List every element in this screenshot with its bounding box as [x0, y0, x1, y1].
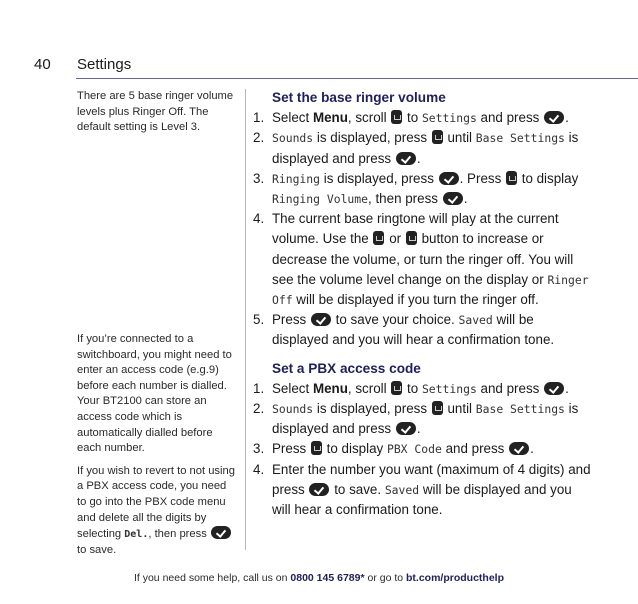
column-divider [245, 89, 246, 550]
ok-check-icon [509, 442, 529, 455]
helpline-number: 0800 145 6789* [290, 572, 365, 584]
step-text: to display [518, 170, 579, 186]
step-text: and press [476, 380, 544, 396]
step-number: 4. [253, 211, 265, 227]
step-text: and press [441, 441, 509, 457]
step-text: Select [272, 380, 313, 396]
step-text: and press [476, 110, 544, 126]
step-text: will be displayed and you will hear a confirmation tone. [272, 481, 572, 518]
display-text: Ringing [272, 171, 321, 186]
main-content [253, 88, 593, 520]
ok-check-icon [396, 152, 416, 165]
footer-text: or go to [364, 572, 407, 584]
step-text: . [565, 380, 569, 396]
display-text: Ringing Volume [272, 192, 369, 207]
step-number: 5. [253, 312, 265, 328]
heading-pbx-code: Set a PBX access code [272, 360, 421, 376]
step-text: , then press [368, 191, 442, 207]
step [253, 310, 593, 350]
step-text: will be displayed and you will hear a confirmation tone. [272, 312, 555, 348]
scroll-button-icon [391, 381, 402, 395]
step-text: Press [272, 441, 310, 457]
ok-check-icon [311, 313, 331, 326]
note-text: If you’re connected to a switchboard, you might need to enter an access code (e.g.9) before each number is dialled. Your BT2100 can store an access code which is automatically dialled before each number. [77, 333, 232, 455]
note-part: , then press [148, 528, 210, 541]
step-text: until [443, 401, 476, 417]
display-text: Base Settings [475, 131, 565, 146]
step-number: 2. [253, 401, 265, 417]
step-number: 3. [253, 170, 265, 186]
menu-label: Menu [312, 380, 348, 396]
step-text: , scroll [347, 110, 391, 126]
note-text: There are 5 base ringer volume levels plus Ringer Off. The default setting is Level 3. [77, 90, 234, 134]
page-footer [0, 572, 638, 584]
step-number: 1. [253, 380, 265, 396]
step [253, 439, 593, 459]
step-text: to display [322, 441, 387, 457]
note-part: If you wish to revert to not using a PBX access code, you need to go into the PBX code menu and delete all the digits by selecting [77, 464, 235, 541]
step-text: Select [272, 110, 313, 126]
step [253, 169, 593, 209]
step-text: will be displayed if you turn the ringer off. [292, 292, 539, 308]
display-text: Settings [421, 111, 477, 126]
display-text: PBX Code [386, 442, 442, 457]
scroll-up-button-icon [373, 231, 384, 245]
display-text: Sounds [272, 131, 314, 146]
step-text: until [443, 130, 476, 146]
step-number: 2. [253, 130, 265, 146]
step-text: to [403, 110, 422, 126]
display-text: Saved [458, 313, 493, 328]
step-text: Enter the number you want (maximum of 4 digits) and press [272, 461, 591, 497]
step-text: . Press [459, 170, 505, 186]
scroll-button-icon [391, 110, 402, 124]
del-softkey: Del. [124, 529, 149, 541]
step [253, 108, 593, 128]
help-url: bt.com/producthelp [406, 572, 505, 584]
step [253, 209, 593, 310]
step-text: button to increase or decrease the volume, or turn the ringer off. You will see the volume level change on the display or [272, 231, 574, 287]
step [253, 399, 593, 439]
display-text: Ringer Off [272, 272, 589, 308]
step-text: is displayed, press [313, 401, 431, 417]
step-number: 4. [253, 461, 265, 477]
display-text: Base Settings [475, 402, 565, 417]
steps-pbx-code [253, 379, 593, 520]
step [253, 128, 593, 168]
note-part: to save. [77, 543, 117, 556]
step-text: , scroll [347, 380, 391, 396]
sidebar-note-ringer [77, 89, 235, 143]
section-title: Settings [77, 56, 132, 73]
scroll-button-icon [506, 171, 517, 185]
step-text: is displayed, press [320, 170, 438, 186]
step-text: . [416, 421, 421, 437]
step-text: or [385, 231, 405, 247]
step [253, 379, 593, 399]
step-text: to save. [330, 481, 385, 497]
step-text: to save your choice. [331, 312, 459, 328]
step-text: . [565, 110, 569, 126]
ok-check-icon [544, 382, 564, 395]
menu-label: Menu [312, 110, 348, 126]
scroll-button-icon [432, 401, 443, 415]
display-text: Settings [421, 381, 477, 396]
step-text: is displayed, press [313, 130, 431, 146]
step-text: The current base ringtone will play at the current volume. Use the [272, 211, 559, 247]
step-text: . [463, 191, 468, 207]
step-text: to [403, 380, 422, 396]
note-text [77, 464, 235, 559]
step-text: is displayed and press [272, 130, 579, 166]
footer-text: If you need some help, call us on [133, 572, 291, 584]
ok-check-icon [396, 422, 416, 435]
heading-ringer-volume: Set the base ringer volume [272, 90, 446, 105]
ok-check-icon [544, 111, 564, 124]
ok-check-icon [443, 192, 463, 205]
step-text: is displayed and press [272, 401, 579, 437]
ok-check-icon [439, 172, 459, 185]
scroll-button-icon [311, 441, 322, 455]
sidebar-note-pbx [77, 332, 235, 565]
scroll-button-icon [432, 130, 443, 144]
display-text: Sounds [272, 402, 314, 417]
scroll-down-button-icon [406, 231, 417, 245]
steps-ringer-volume [253, 108, 593, 350]
display-text: Saved [384, 482, 420, 497]
page-number: 40 [34, 56, 51, 73]
ok-check-icon [211, 526, 231, 539]
step-number: 1. [253, 110, 265, 126]
header-rule [76, 78, 638, 79]
step [253, 460, 593, 521]
step-text: Press [272, 312, 310, 328]
step-number: 3. [253, 441, 265, 457]
step-text: . [530, 441, 534, 457]
step-text: . [416, 150, 421, 166]
ok-check-icon [309, 483, 329, 496]
page-header [26, 52, 614, 80]
